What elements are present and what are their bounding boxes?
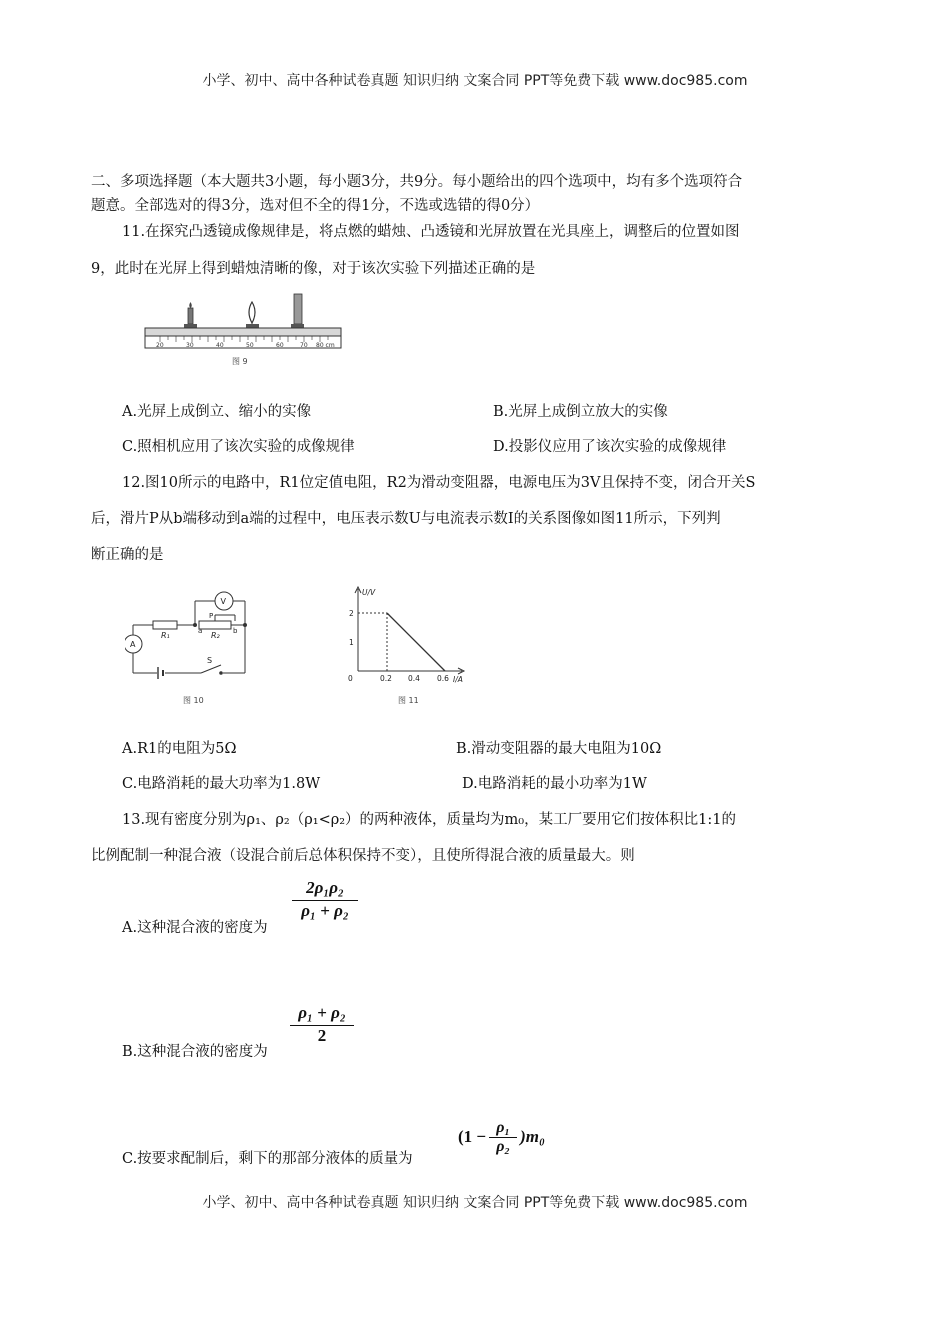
formula-c-left: (1 − [458,1127,487,1146]
switch-label: S [207,656,213,665]
q12-option-c: C.电路消耗的最大功率为1.8W [122,776,321,792]
q13-option-b: B.这种混合液的密度为 [122,1044,268,1060]
y-axis-label: U/V [362,588,376,597]
r2-label: R₂ [211,631,220,640]
page-header: 小学、初中、高中各种试卷真题 知识归纳 文案合同 PPT等免费下载 www.doc985.com [202,73,748,89]
formula-a-numerator: 2ρ₁ρ₂ [292,878,358,901]
q13-text-line2: 比例配制一种混合液（设混合前后总体积保持不变），且使所得混合液的质量最大。则 [91,848,635,864]
formula-b-numerator: ρ₁ + ρ₂ [290,1003,354,1026]
voltmeter-label: V [220,597,226,606]
formula-b-denominator: 2 [317,1026,327,1045]
y-tick-label: 2 [349,609,354,618]
ruler-tick-label: 60 [276,342,284,349]
r1-label: R₁ [161,631,170,640]
x-axis-label: I/A [453,675,463,684]
q13-option-a: A.这种混合液的密度为 [122,920,268,936]
x-tick-label: 0.6 [437,674,449,683]
origin-label: 0 [348,674,353,683]
formula-c-numerator: ρ₁ [489,1119,517,1138]
q11-option-d: D.投影仪应用了该次实验的成像规律 [493,439,727,455]
section-heading-line2: 题意。全部选对的得3分，选对但不全的得1分，不选或选错的得0分） [91,198,540,214]
q12-option-b: B.滑动变阻器的最大电阻为10Ω [456,741,662,757]
terminal-a-label: a [198,627,203,635]
q12-option-d: D.电路消耗的最小功率为1W [462,776,647,792]
figure-11-caption: 图 11 [398,696,419,705]
ruler-tick-label: 40 [216,342,224,349]
figure-9-caption: 图 9 [232,357,248,366]
q11-text-line1: 11.在探究凸透镜成像规律是，将点燃的蜡烛、凸透镜和光屏放置在光具座上，调整后的位置如图 [122,224,740,240]
ruler-tick-label: 70 [300,342,308,349]
q12-option-a: A.R1的电阻为5Ω [122,741,237,757]
slider-p-label: P [209,612,214,620]
formula-a [292,878,358,921]
bench-rail [145,328,341,336]
formula-c-right: )m₀ [520,1127,545,1146]
candle-icon [188,308,193,324]
q11-option-b: B.光屏上成倒立放大的实像 [493,404,668,420]
formula-c [458,1113,545,1161]
section-heading-line1: 二、多项选择题（本大题共3小题，每小题3分，共9分。每小题给出的四个选项中，均有多个选项符合 [91,174,743,190]
y-tick-label: 1 [349,638,354,647]
q12-text-line3: 断正确的是 [91,547,164,563]
ruler-tick-label: 30 [186,342,194,349]
terminal-b-label: b [233,627,238,635]
q11-option-c: C.照相机应用了该次实验的成像规律 [122,439,355,455]
q13-option-c: C.按要求配制后，剩下的那部分液体的质量为 [122,1151,413,1167]
ruler-tick-label: 80 cm [316,342,335,349]
figure-9-optical-bench [140,290,350,370]
screen-icon [294,294,302,324]
figure-10-circuit [125,585,255,710]
x-tick-label: 0.2 [380,674,392,683]
q11-option-a: A.光屏上成倒立、缩小的实像 [122,404,312,420]
figure-11-ui-graph [340,585,480,710]
x-tick-label: 0.4 [408,674,420,683]
page-footer: 小学、初中、高中各种试卷真题 知识归纳 文案合同 PPT等免费下载 www.doc985.com [202,1195,748,1211]
q12-text-line2: 后，滑片P从b端移动到a端的过程中，电压表示数U与电流表示数I的关系图像如图11所示，下列判 [91,511,721,527]
q13-text-line1: 13.现有密度分别为ρ₁、ρ₂（ρ₁<ρ₂）的两种液体，质量均为m₀，某工厂要用它们按体积比1:1的 [122,812,736,828]
formula-a-denominator: ρ₁ + ρ₂ [301,901,349,920]
formula-c-denominator: ρ₂ [496,1137,511,1155]
ui-line [387,613,445,671]
formula-b [290,1003,354,1046]
q12-text-line1: 12.图10所示的电路中，R1位定值电阻，R2为滑动变阻器，电源电压为3V且保持不变，闭合开关S [122,475,756,491]
figure-10-caption: 图 10 [183,696,204,705]
q11-text-line2: 9，此时在光屏上得到蜡烛清晰的像，对于该次实验下列描述正确的是 [91,261,536,277]
ammeter-label: A [130,640,136,649]
ruler-tick-label: 20 [156,342,164,349]
ruler-tick-label: 50 [246,342,254,349]
lens-icon [249,302,255,323]
